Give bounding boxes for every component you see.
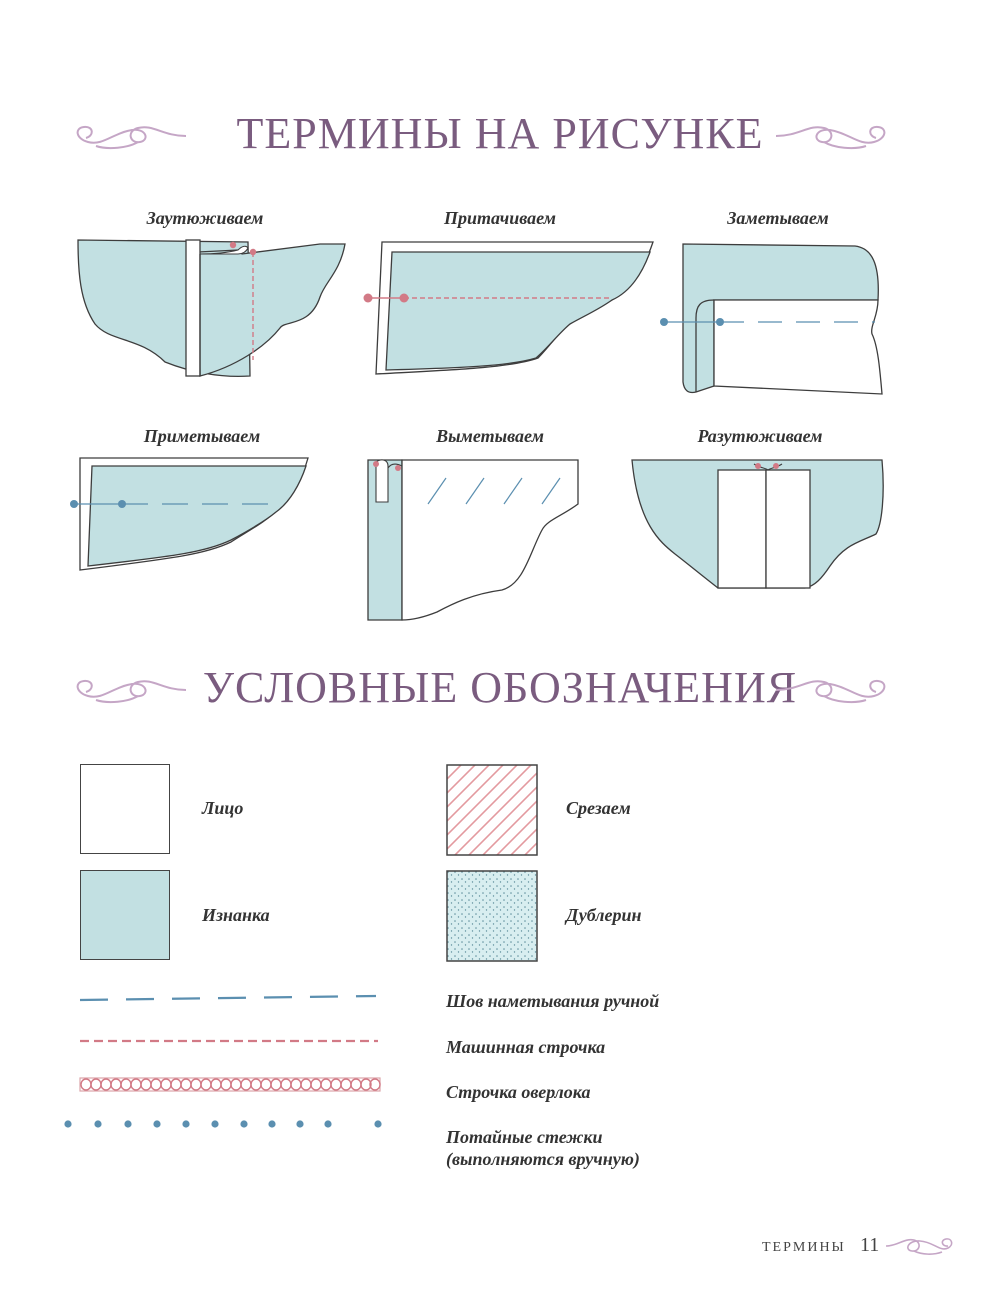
term-label-baste-on: Приметываем: [143, 426, 261, 446]
ornament-swirl-right: [774, 672, 894, 708]
swatch-face: [80, 764, 170, 854]
line-sample-overlock: [76, 1074, 386, 1094]
diagram-press-open: [630, 454, 888, 590]
footer-ornament-icon: [884, 1234, 956, 1258]
line-sample-machine-stitch: [74, 1034, 384, 1048]
term-label-sew-on: Притачиваем: [443, 208, 557, 228]
diagram-baste-on: [66, 454, 316, 572]
section-title-terms: ТЕРМИНЫ НА РИСУНКЕ: [236, 109, 764, 158]
legend-label-hand-basting: Шов наметывания ручной: [446, 991, 660, 1011]
term-label-press-open: Разутюживаем: [697, 426, 823, 446]
legend-label-interfacing: Дублерин: [566, 905, 642, 925]
diagram-baste-hem: [650, 236, 890, 398]
page-number: 11: [860, 1234, 880, 1256]
swatch-cut: [446, 764, 538, 856]
legend-label-cut: Срезаем: [566, 798, 631, 818]
swatch-reverse: [80, 870, 170, 960]
legend-label-reverse: Изнанка: [202, 905, 270, 925]
legend-label-overlock: Строчка оверлока: [446, 1082, 591, 1102]
diagram-press-to-side: [70, 232, 355, 384]
legend-label-face: Лицо: [202, 798, 244, 818]
diagram-baste-out: [362, 454, 587, 626]
legend-label-blind-stitch: Потайные стежки (выполняются вручную): [446, 1127, 640, 1169]
ornament-swirl-right: [774, 118, 894, 154]
swatch-interfacing: [446, 870, 538, 962]
line-sample-hand-basting: [74, 990, 384, 1006]
line-sample-blind-stitch: [60, 1116, 390, 1132]
diagram-sew-on: [360, 236, 660, 378]
term-label-baste-out: Выметываем: [436, 426, 544, 446]
legend-label-machine-stitch: Машинная строчка: [446, 1037, 606, 1057]
term-label-press-to-side: Заутюживаем: [146, 208, 264, 228]
term-label-baste-hem: Заметываем: [727, 208, 829, 228]
section-title-legend: УСЛОВНЫЕ ОБОЗНАЧЕНИЯ: [202, 663, 798, 712]
footer-section-label: ТЕРМИНЫ: [762, 1240, 846, 1255]
